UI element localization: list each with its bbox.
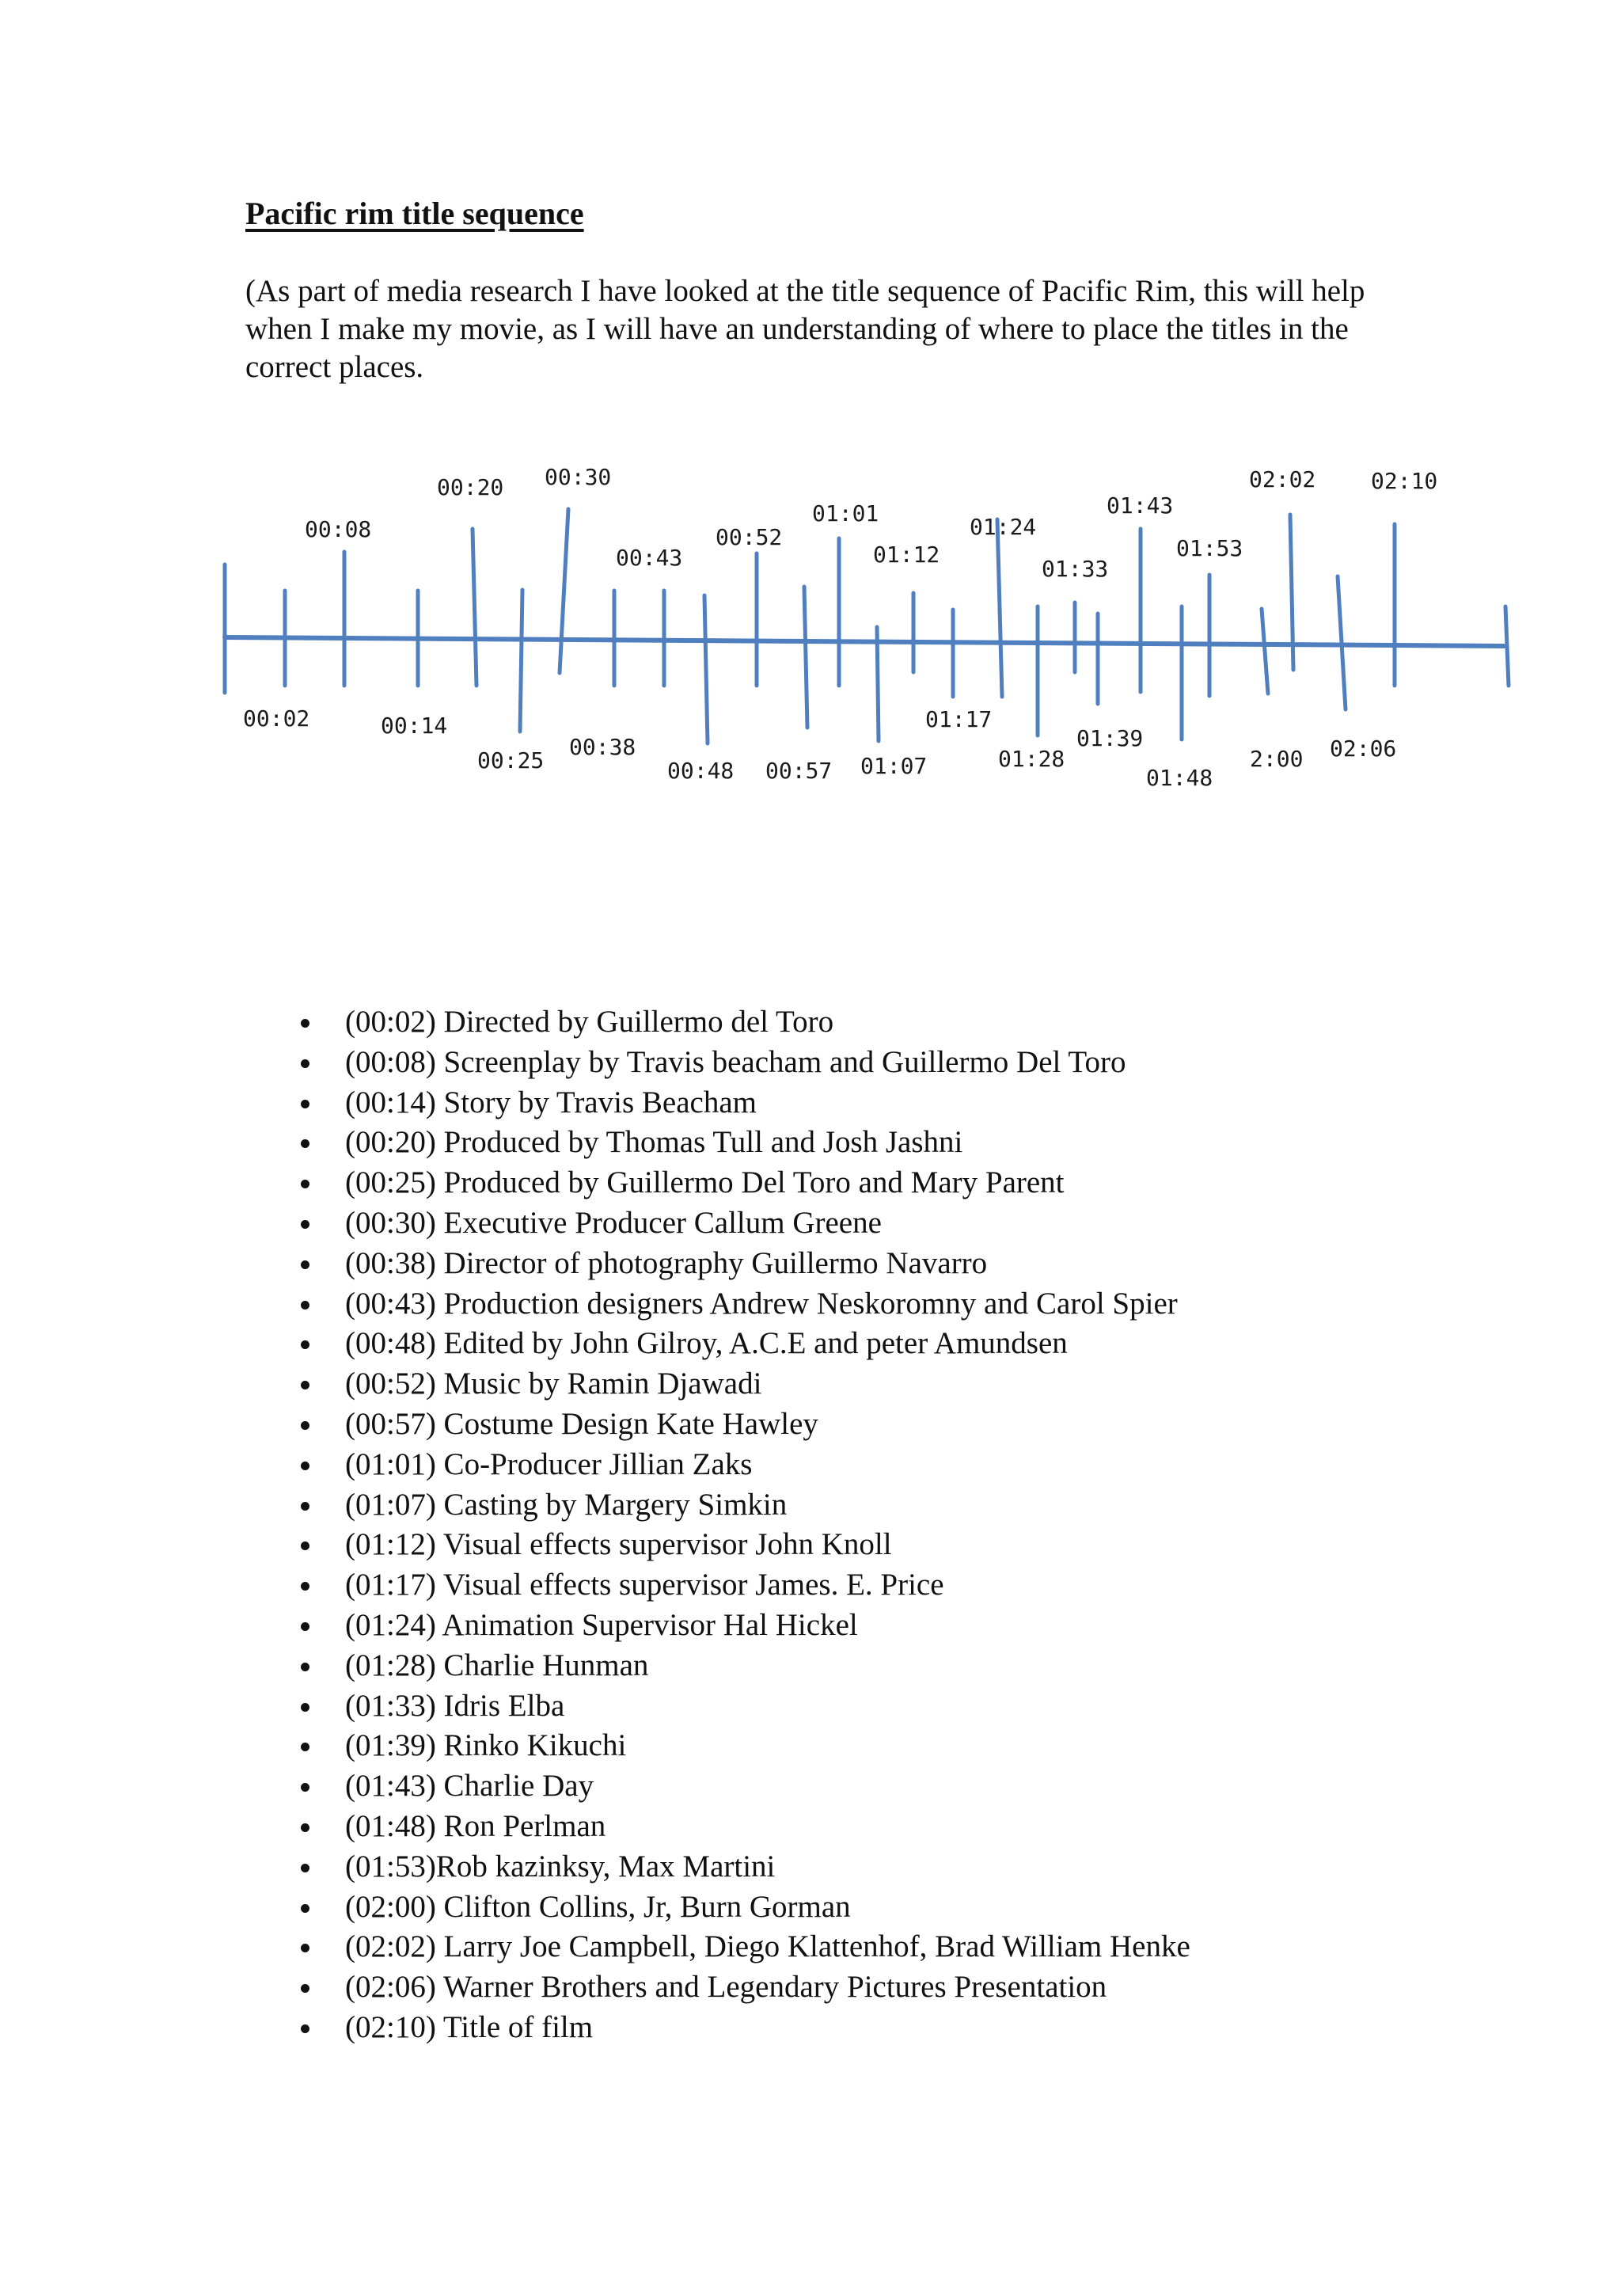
timeline-above-label: 00:08 bbox=[305, 516, 372, 542]
credit-text: (02:06) Warner Brothers and Legendary Pictures Presentation bbox=[345, 1970, 1107, 2005]
bullet-icon bbox=[301, 1904, 309, 1913]
bullet-icon bbox=[301, 1340, 309, 1349]
credit-text: (00:25) Produced by Guillermo Del Toro and Mary Parent bbox=[345, 1165, 1065, 1200]
credit-text: (01:43) Charlie Day bbox=[345, 1769, 594, 1804]
credit-list-item bbox=[301, 1083, 1190, 1123]
timeline-tick bbox=[804, 587, 807, 728]
credit-text: (01:53)Rob kazinksy, Max Martini bbox=[345, 1849, 776, 1884]
timeline-tick bbox=[704, 595, 708, 743]
credit-list-item bbox=[301, 1967, 1190, 2008]
credit-text: (00:02) Directed by Guillermo del Toro bbox=[345, 1005, 834, 1039]
credit-text: (01:48) Ron Perlman bbox=[345, 1808, 606, 1843]
timeline-tick bbox=[560, 509, 568, 673]
credit-list-item bbox=[301, 2008, 1190, 2048]
bullet-icon bbox=[301, 1502, 309, 1511]
credit-text: (01:12) Visual effects supervisor John Knoll bbox=[345, 1527, 892, 1562]
page-title: Pacific rim title sequence bbox=[245, 196, 584, 231]
intro-paragraph: (As part of media research I have looked at the title sequence of Pacific Rim, this will help when I make my movie, as I will have an understanding of where to place the titles in the correct places. bbox=[245, 274, 1365, 384]
bullet-icon bbox=[301, 1541, 309, 1550]
credit-list-item bbox=[301, 1726, 1190, 1766]
bullet-icon bbox=[301, 1139, 309, 1148]
timeline-below-label: 00:25 bbox=[477, 747, 545, 774]
bullet-icon bbox=[301, 1180, 309, 1188]
bullet-icon bbox=[301, 1703, 309, 1712]
credit-list-item bbox=[301, 1766, 1190, 1807]
timeline-below-label: 01:28 bbox=[998, 746, 1065, 772]
bullet-icon bbox=[301, 1663, 309, 1671]
bullet-icon bbox=[301, 1019, 309, 1028]
credit-list-item bbox=[301, 1163, 1190, 1203]
timeline-above-label: 01:12 bbox=[873, 542, 940, 568]
bullet-icon bbox=[301, 1381, 309, 1389]
timeline-above-label: 01:01 bbox=[812, 500, 879, 526]
credit-text: (02:02) Larry Joe Campbell, Diego Klattenhof, Brad William Henke bbox=[345, 1929, 1190, 1964]
credits-list bbox=[301, 1002, 1190, 2048]
credit-list-item bbox=[301, 1244, 1190, 1284]
credit-list-item bbox=[301, 1927, 1190, 1967]
credit-text: (00:52) Music by Ramin Djawadi bbox=[345, 1367, 762, 1401]
timeline-tick bbox=[997, 519, 1002, 697]
bullet-icon bbox=[301, 2024, 309, 2033]
credit-text: (01:17) Visual effects supervisor James. E. Price bbox=[345, 1568, 944, 1602]
bullet-icon bbox=[301, 1421, 309, 1430]
credit-list-item bbox=[301, 1887, 1190, 1928]
credit-list-item bbox=[301, 1043, 1190, 1083]
bullet-icon bbox=[301, 1622, 309, 1631]
credit-text: (01:39) Rinko Kikuchi bbox=[345, 1728, 627, 1763]
credit-text: (00:38) Director of photography Guillermo Navarro bbox=[345, 1245, 988, 1280]
timeline-above-label: 02:02 bbox=[1249, 466, 1316, 492]
bullet-icon bbox=[301, 1823, 309, 1832]
credit-list-item bbox=[301, 1364, 1190, 1405]
timeline-below-label: 02:06 bbox=[1330, 736, 1397, 762]
credit-text: (01:28) Charlie Hunman bbox=[345, 1648, 649, 1682]
timeline-below-label: 00:02 bbox=[243, 705, 310, 732]
bullet-icon bbox=[301, 1301, 309, 1310]
timeline-tick bbox=[1262, 609, 1268, 694]
credit-list-item bbox=[301, 1284, 1190, 1325]
credit-list-item bbox=[301, 1123, 1190, 1163]
credit-list-item bbox=[301, 1405, 1190, 1445]
timeline-below-label: 2:00 bbox=[1250, 746, 1304, 772]
timeline-below-label: 00:14 bbox=[381, 713, 448, 739]
bullet-icon bbox=[301, 1783, 309, 1792]
timeline-above-label: 01:53 bbox=[1176, 535, 1243, 561]
credit-list-item bbox=[301, 1002, 1190, 1043]
timeline-tick bbox=[520, 590, 522, 732]
credit-list-item bbox=[301, 1807, 1190, 1847]
bullet-icon bbox=[301, 1944, 309, 1952]
timeline-tick bbox=[473, 529, 476, 686]
timeline-above-label: 00:52 bbox=[716, 524, 783, 550]
bullet-icon bbox=[301, 1260, 309, 1269]
timeline-below-label: 01:07 bbox=[860, 753, 928, 779]
credit-text: (01:24) Animation Supervisor Hal Hickel bbox=[345, 1607, 858, 1642]
credit-list-item bbox=[301, 1686, 1190, 1727]
credit-text: (00:48) Edited by John Gilroy, A.C.E and peter Amundsen bbox=[345, 1326, 1068, 1361]
credit-text: (01:07) Casting by Margery Simkin bbox=[345, 1487, 788, 1522]
credit-list-item bbox=[301, 1847, 1190, 1887]
timeline-below-label: 01:39 bbox=[1076, 725, 1144, 751]
bullet-icon bbox=[301, 1059, 309, 1068]
bullet-icon bbox=[301, 1743, 309, 1751]
timeline-above-label: 00:43 bbox=[616, 545, 683, 571]
credit-list-item bbox=[301, 1606, 1190, 1646]
credit-list-item bbox=[301, 1324, 1190, 1364]
bullet-icon bbox=[301, 1984, 309, 1993]
bullet-icon bbox=[301, 1220, 309, 1229]
timeline-above-label: 01:24 bbox=[970, 514, 1037, 540]
timeline-above-label: 01:33 bbox=[1042, 556, 1109, 582]
credit-list-item bbox=[301, 1525, 1190, 1565]
credit-list-item bbox=[301, 1445, 1190, 1485]
timeline-above-label: 01:43 bbox=[1107, 492, 1174, 519]
bullet-icon bbox=[301, 1462, 309, 1470]
timeline-diagram bbox=[0, 0, 1621, 871]
timeline-below-label: 01:48 bbox=[1146, 765, 1213, 791]
credit-list-item bbox=[301, 1485, 1190, 1526]
bullet-icon bbox=[301, 1100, 309, 1108]
credit-list-item bbox=[301, 1565, 1190, 1606]
timeline-below-label: 00:48 bbox=[667, 758, 735, 784]
credit-text: (00:43) Production designers Andrew Neskoromny and Carol Spier bbox=[345, 1286, 1178, 1321]
credit-list-item bbox=[301, 1203, 1190, 1244]
timeline-above-label: 00:20 bbox=[437, 474, 504, 500]
credit-text: (00:14) Story by Travis Beacham bbox=[345, 1085, 757, 1119]
credit-list-item bbox=[301, 1646, 1190, 1686]
timeline-above-label: 00:30 bbox=[545, 464, 612, 490]
credit-text: (00:08) Screenplay by Travis beacham and Guillermo Del Toro bbox=[345, 1044, 1126, 1079]
credit-text: (02:00) Clifton Collins, Jr, Burn Gorman bbox=[345, 1889, 851, 1924]
timeline-below-label: 00:38 bbox=[569, 734, 636, 760]
credit-text: (00:57) Costume Design Kate Hawley bbox=[345, 1406, 818, 1441]
bullet-icon bbox=[301, 1864, 309, 1872]
timeline-below-label: 01:17 bbox=[925, 706, 993, 732]
timeline-ticks bbox=[225, 509, 1509, 743]
timeline-below-label: 00:57 bbox=[765, 758, 833, 784]
credit-text: (00:30) Executive Producer Callum Greene bbox=[345, 1205, 882, 1240]
credit-text: (01:33) Idris Elba bbox=[345, 1688, 565, 1723]
bullet-icon bbox=[301, 1582, 309, 1591]
credit-text: (00:20) Produced by Thomas Tull and Josh Jashni bbox=[345, 1125, 963, 1160]
timeline-above-label: 02:10 bbox=[1371, 468, 1438, 494]
credit-text: (01:01) Co-Producer Jillian Zaks bbox=[345, 1446, 753, 1481]
credit-text: (02:10) Title of film bbox=[345, 2009, 594, 2044]
